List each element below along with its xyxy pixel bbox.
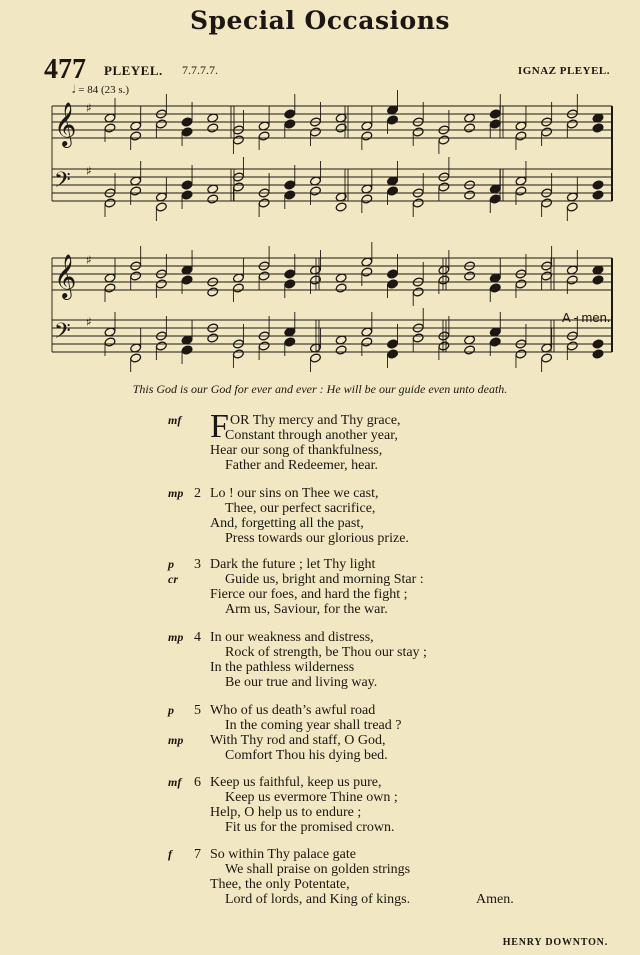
note-head <box>412 287 424 297</box>
note-head <box>412 198 424 208</box>
dynamic-marking: mp <box>168 733 184 747</box>
verse-line <box>168 703 628 718</box>
tempo-text: = 84 (23 s.) <box>78 84 130 96</box>
lyric-text: Thee, the only Potentate, <box>210 877 350 892</box>
verse-line <box>168 733 628 748</box>
verse-3 <box>168 557 628 617</box>
note-head <box>489 194 501 204</box>
dynamic-marking: mp <box>168 486 184 500</box>
note-head <box>181 180 193 190</box>
composer: IGNAZ PLEYEL. <box>517 65 610 77</box>
note-head <box>361 131 373 141</box>
note-head <box>566 202 578 212</box>
note-head <box>155 279 167 289</box>
note-head <box>566 275 578 285</box>
note-head <box>130 186 142 196</box>
lyric-text: OR Thy mercy and Thy grace, <box>230 413 401 428</box>
lyric-text: Be our true and living way. <box>225 675 378 690</box>
note-head <box>232 349 244 359</box>
note-head <box>387 186 399 196</box>
verse-line <box>168 645 628 660</box>
amen-label: A - men. <box>562 310 611 325</box>
note-head <box>284 269 296 279</box>
lyric-text: Father and Redeemer, hear. <box>225 458 378 473</box>
lyric-text: Fit us for the promised crown. <box>225 820 395 835</box>
note-head <box>104 123 116 133</box>
note-head <box>438 182 450 192</box>
verse-line <box>168 718 628 733</box>
verse-line <box>168 675 628 690</box>
note-head <box>464 271 476 281</box>
note-head <box>335 283 347 293</box>
lyric-text: Keep us faithful, keep us pure, <box>210 775 382 790</box>
meter: 7.7.7.7. <box>182 63 218 77</box>
lyric-text: We shall praise on golden strings <box>225 862 411 877</box>
verse-line <box>168 531 628 546</box>
note-head <box>335 202 347 212</box>
verse-line <box>168 660 628 675</box>
lyric-text: In our weakness and distress, <box>210 630 374 645</box>
verse-number: 7 <box>194 847 201 862</box>
verse-7 <box>168 847 628 907</box>
note-head <box>515 279 527 289</box>
note-head <box>464 190 476 200</box>
dynamic-marking: mf <box>168 413 182 427</box>
note-head <box>258 131 270 141</box>
note-head <box>284 337 296 347</box>
verse-line <box>168 516 628 531</box>
verse-line <box>168 572 628 587</box>
verse-6 <box>168 775 628 835</box>
verse-line <box>168 501 628 516</box>
note-head <box>438 341 450 351</box>
verse-line <box>168 790 628 805</box>
note-head <box>310 353 322 363</box>
lyric-text: Thee, our perfect sacrifice, <box>225 501 376 516</box>
note-head <box>438 135 450 145</box>
lyric-text: Help, O help us to endure ; <box>210 805 362 820</box>
half-note-icon: 𝅗𝅥 <box>72 84 76 96</box>
verse-line <box>168 892 628 907</box>
lyric-text: Dark the future ; let Thy light <box>210 557 376 572</box>
music-score <box>0 0 640 380</box>
note-head <box>181 275 193 285</box>
note-head <box>412 127 424 137</box>
lyric-text: Keep us evermore Thine own ; <box>225 790 398 805</box>
verse-line <box>168 748 628 763</box>
verse-line <box>168 486 628 501</box>
note-head <box>592 349 604 359</box>
lyric-text: Hear our song of thankfulness, <box>210 443 383 458</box>
page-title: Special Occasions <box>190 6 450 35</box>
note-head <box>592 339 604 349</box>
lyric-text: And, forgetting all the past, <box>210 516 364 531</box>
verse-number: 6 <box>194 775 201 790</box>
verse-line <box>168 847 628 862</box>
note-head <box>592 180 604 190</box>
note-head <box>130 271 142 281</box>
note-head <box>155 341 167 351</box>
note-head <box>104 337 116 347</box>
lyric-text: In the pathless wilderness <box>210 660 355 675</box>
note-head <box>181 117 193 127</box>
lyric-text: Who of us death’s awful road <box>210 703 376 718</box>
note-head <box>489 283 501 293</box>
dynamic-marking: mf <box>168 775 182 789</box>
verse-line <box>168 820 628 835</box>
dynamic-marking: p <box>168 557 174 571</box>
verse-line <box>168 587 628 602</box>
note-head <box>387 115 399 125</box>
lyric-text: Press towards our glorious prize. <box>225 531 409 546</box>
note-head <box>207 333 219 343</box>
lyric-text: Fierce our foes, and hard the fight ; <box>210 587 408 602</box>
verse-line <box>168 428 628 443</box>
note-head <box>284 119 296 129</box>
verse-line <box>168 877 628 892</box>
note-head <box>515 131 527 141</box>
note-head <box>387 269 399 279</box>
tune-name: PLEYEL. <box>104 63 163 78</box>
note-head <box>284 180 296 190</box>
note-head <box>284 109 296 119</box>
lyric-text: With Thy rod and staff, O God, <box>210 733 386 748</box>
note-head <box>207 194 219 204</box>
note-head <box>258 198 270 208</box>
verse-line <box>168 630 628 645</box>
note-head <box>412 333 424 343</box>
note-head <box>310 186 322 196</box>
verse-number: 3 <box>194 557 201 572</box>
verse-line <box>168 602 628 617</box>
lyric-text: Arm us, Saviour, for the war. <box>225 602 388 617</box>
dynamic-marking: cr <box>168 572 178 586</box>
verse-line <box>168 458 628 473</box>
note-head <box>104 283 116 293</box>
note-head <box>361 337 373 347</box>
note-head <box>566 341 578 351</box>
note-head <box>592 123 604 133</box>
note-head <box>515 349 527 359</box>
verse-line <box>168 805 628 820</box>
lyric-text: Constant through another year, <box>225 428 398 443</box>
lyric-text: Guide us, bright and morning Star : <box>225 572 424 587</box>
note-head <box>387 279 399 289</box>
verse-4 <box>168 630 628 690</box>
drop-cap: F <box>210 408 229 445</box>
verse-1 <box>168 408 628 473</box>
refrain-text: This God is our God for ever and ever : He will be our guide even unto death. <box>132 382 508 396</box>
author: HENRY DOWNTON. <box>502 937 608 948</box>
note-head <box>592 275 604 285</box>
hymn-number: 477 <box>44 54 86 85</box>
treble-clef-icon: 𝄞 <box>54 254 77 298</box>
lyric-text: So within Thy palace gate <box>210 847 356 862</box>
note-head <box>566 119 578 129</box>
verse-number: 4 <box>194 630 201 645</box>
sharp-icon: ♯ <box>86 253 92 267</box>
note-head <box>232 283 244 293</box>
dynamic-marking: p <box>168 703 174 717</box>
note-head <box>130 353 142 363</box>
note-head <box>130 131 142 141</box>
note-head <box>541 353 553 363</box>
note-head <box>181 127 193 137</box>
note-head <box>181 190 193 200</box>
lyric-text: Comfort Thou his dying bed. <box>225 748 388 763</box>
note-head <box>464 123 476 133</box>
sharp-icon: ♯ <box>86 315 92 329</box>
note-head <box>464 345 476 355</box>
note-head <box>284 279 296 289</box>
note-head <box>207 287 219 297</box>
note-head <box>489 119 501 129</box>
note-head <box>310 127 322 137</box>
note-head <box>489 337 501 347</box>
note-head <box>335 345 347 355</box>
note-head <box>541 127 553 137</box>
note-head <box>155 202 167 212</box>
note-head <box>104 198 116 208</box>
verse-line <box>168 557 628 572</box>
verse-line <box>168 862 628 877</box>
lyric-text: In the coming year shall tread ? <box>225 718 402 733</box>
verse-2 <box>168 486 628 546</box>
note-head <box>361 267 373 277</box>
dynamic-marking: f <box>168 847 172 861</box>
verse-5 <box>168 703 628 763</box>
note-head <box>155 119 167 129</box>
note-head <box>541 198 553 208</box>
note-head <box>387 349 399 359</box>
verse-line <box>168 775 628 790</box>
bass-clef-icon: 𝄢 <box>54 168 71 198</box>
amen-word: Amen. <box>476 892 514 907</box>
note-head <box>438 275 450 285</box>
sharp-icon: ♯ <box>86 101 92 115</box>
note-head <box>387 339 399 349</box>
note-head <box>181 345 193 355</box>
note-head <box>258 341 270 351</box>
verse-line <box>168 443 628 458</box>
lyric-text: Lord of lords, and King of kings. <box>225 892 411 907</box>
verse-number: 2 <box>194 486 201 501</box>
note-head <box>361 194 373 204</box>
note-head <box>489 109 501 119</box>
dynamic-marking: mp <box>168 630 184 644</box>
lyric-text: Lo ! our sins on Thee we cast, <box>210 486 379 501</box>
note-head <box>284 190 296 200</box>
note-head <box>310 275 322 285</box>
bass-clef-icon: 𝄢 <box>54 319 71 349</box>
note-head <box>207 123 219 133</box>
verse-number: 5 <box>194 703 201 718</box>
note-head <box>515 186 527 196</box>
lyric-text: Rock of strength, be Thou our stay ; <box>225 645 427 660</box>
treble-clef-icon: 𝄞 <box>54 102 77 146</box>
sharp-icon: ♯ <box>86 164 92 178</box>
note-head <box>258 271 270 281</box>
note-head <box>592 190 604 200</box>
